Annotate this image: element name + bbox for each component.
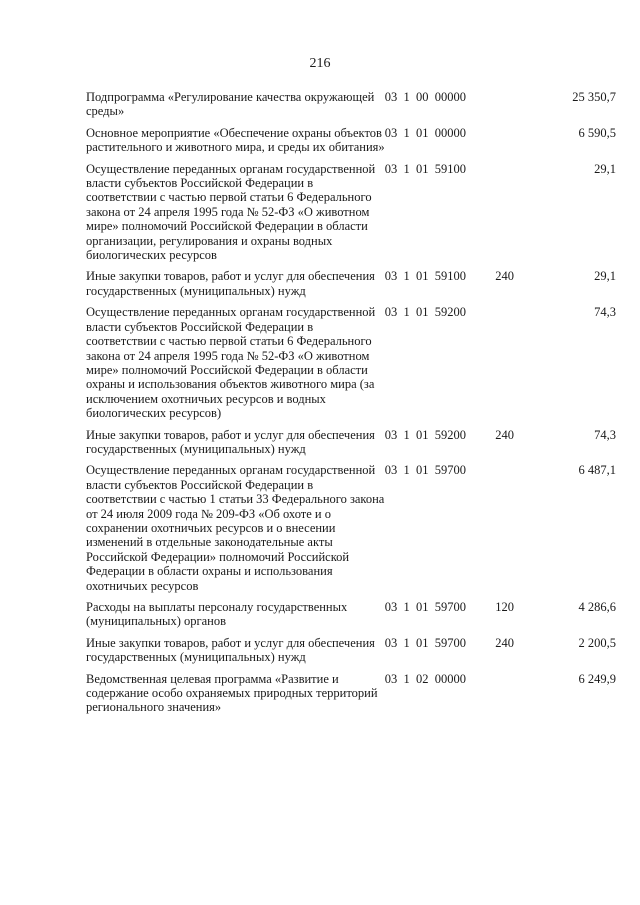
table-row bbox=[86, 90, 616, 126]
row-expense-type bbox=[495, 305, 530, 427]
row-code: 03 1 01 00000 bbox=[384, 125, 466, 140]
row-code: 03 1 01 59200 bbox=[384, 427, 466, 442]
row-amount: 6 590,5 bbox=[578, 125, 616, 140]
table-row bbox=[86, 162, 616, 270]
row-name: Подпрограмма «Регулирование качества окружающей среды» bbox=[86, 90, 375, 119]
row-amount: 29,1 bbox=[594, 161, 616, 176]
table-row bbox=[86, 269, 616, 305]
row-amount: 74,3 bbox=[594, 427, 616, 442]
row-name: Осуществление переданных органам государственной власти субъектов Российской Федерации в соответствии с частью первой статьи 6 Федерального закона от 24 апреля 1995 года № 52-ФЗ «О животном мире» полномочий Российской Федерации в области охраны и использования объектов животного мира (за исключением охотничьих ресурсов и водных биологических ресурсов) bbox=[86, 305, 376, 421]
row-expense-type: 240 bbox=[495, 635, 514, 650]
budget-table bbox=[86, 90, 616, 722]
row-name: Осуществление переданных органам государственной власти субъектов Российской Федерации в соответствии с частью 1 статьи 33 Федерального закона от 24 июля 2009 года № 209-ФЗ «Об охоте и о сохранении охотничьих ресурсов и о внесении изменений в отдельные законодательные акты Российской Федерации» полномочий Российской Федерации в области охраны и использования охотничьих ресурсов bbox=[86, 463, 385, 593]
row-name: Иные закупки товаров, работ и услуг для обеспечения государственных (муниципальных) нужд bbox=[86, 269, 375, 298]
row-expense-type bbox=[495, 463, 530, 600]
row-amount: 74,3 bbox=[594, 305, 616, 320]
table-row bbox=[86, 636, 616, 672]
row-amount: 29,1 bbox=[594, 269, 616, 284]
table-row bbox=[86, 600, 616, 636]
row-amount: 4 286,6 bbox=[578, 600, 616, 614]
row-code: 03 1 01 59100 bbox=[384, 269, 466, 284]
row-name: Осуществление переданных органам государственной власти субъектов Российской Федерации в соответствии с частью первой статьи 6 Федерального закона от 24 апреля 1995 года № 52-ФЗ «О животном мире» полномочий Российской Федерации в области организации, регулирования и охраны водных биологических ресурсов bbox=[86, 161, 376, 263]
budget-table-body bbox=[86, 90, 616, 722]
row-code: 03 1 02 00000 bbox=[384, 671, 466, 686]
row-name: Основное мероприятие «Обеспечение охраны объектов растительного и животного мира, и среды их обитания» bbox=[86, 125, 385, 155]
page-number: 216 bbox=[309, 56, 331, 71]
row-amount: 25 350,7 bbox=[572, 90, 616, 104]
row-name: Ведомственная целевая программа «Развитие и содержание особо охраняемых природных территорий регионального значения» bbox=[86, 671, 378, 715]
table-row bbox=[86, 126, 616, 162]
row-amount: 2 200,5 bbox=[578, 635, 616, 650]
row-expense-type: 120 bbox=[495, 600, 514, 614]
row-expense-type: 240 bbox=[495, 269, 514, 284]
row-expense-type bbox=[495, 90, 530, 126]
table-row bbox=[86, 672, 616, 722]
row-code: 03 1 01 59200 bbox=[384, 305, 466, 320]
row-code: 03 1 01 59700 bbox=[384, 635, 466, 650]
table-row bbox=[86, 305, 616, 427]
row-expense-type bbox=[495, 126, 530, 162]
row-code: 03 1 01 59700 bbox=[384, 600, 466, 614]
row-expense-type: 240 bbox=[495, 427, 514, 442]
row-expense-type bbox=[495, 672, 530, 722]
table-row bbox=[86, 428, 616, 464]
row-name: Расходы на выплаты персоналу государственных (муниципальных) органов bbox=[86, 600, 348, 629]
row-amount: 6 487,1 bbox=[578, 463, 616, 478]
row-expense-type bbox=[495, 162, 530, 270]
row-name: Иные закупки товаров, работ и услуг для обеспечения государственных (муниципальных) нужд bbox=[86, 635, 375, 665]
row-code: 03 1 00 00000 bbox=[384, 90, 466, 104]
row-code: 03 1 01 59700 bbox=[384, 463, 466, 478]
row-code: 03 1 01 59100 bbox=[384, 161, 466, 176]
table-row bbox=[86, 463, 616, 600]
row-name: Иные закупки товаров, работ и услуг для обеспечения государственных (муниципальных) нужд bbox=[86, 427, 375, 456]
row-amount: 6 249,9 bbox=[578, 671, 616, 686]
